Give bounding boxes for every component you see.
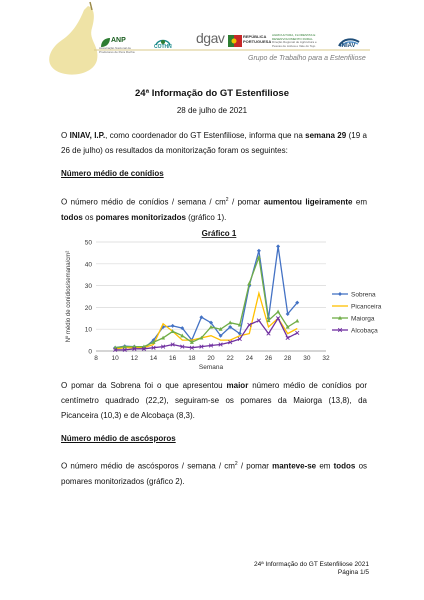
- y-tick-label: 10: [84, 326, 92, 334]
- y-tick-label: 30: [84, 283, 92, 291]
- flag-icon: [228, 35, 242, 47]
- section-heading-conidios: Número médio de conídios: [61, 169, 164, 178]
- drap-logo: [272, 34, 327, 48]
- pear-logo-icon: [49, 6, 97, 75]
- drap-ministry-text: AGRICULTURA, FLORESTAS E DESENVOLVIMENTO RURAL: [272, 33, 316, 41]
- anp-logo: [99, 36, 135, 54]
- x-tick-label: 28: [284, 355, 292, 362]
- data-point: [276, 310, 280, 314]
- cothn-logo: [154, 34, 172, 52]
- x-tick-label: 32: [322, 355, 330, 362]
- intro-paragraph: O INIAV, I.P., como coordenador do GT Estenfiliose, informa que na semana 29 (19 a 26 de julho) os resultados da monitorização foram os seguintes:: [61, 131, 367, 155]
- cothn-logo-text: COTHN: [154, 44, 172, 50]
- y-tick-label: 40: [84, 261, 92, 269]
- x-tick-label: 20: [207, 355, 215, 362]
- data-point: [295, 319, 299, 323]
- dgav-logo-text: dgav: [196, 30, 225, 46]
- ascosporos-paragraph: O número médio de ascósporos / semana / $cm^2$ / pomar manteve-se em todos os pomares monitorizados (gráfico 2).: [61, 461, 368, 486]
- section-heading-ascosporos: Número médio de ascósporos: [61, 434, 176, 443]
- x-tick-label: 8: [94, 355, 98, 362]
- y-tick-label: 0: [88, 348, 92, 356]
- y-axis-label: Nº médio de conídios/semana/cm²: [66, 250, 72, 343]
- data-point: [267, 332, 271, 336]
- anp-logo-caption: Associação Nacional de Produtores de Pera Rocha: [99, 46, 135, 54]
- legend-label: Picanceira: [351, 303, 382, 311]
- legend-label: Alcobaça: [351, 327, 378, 335]
- x-axis-label: Semana: [198, 364, 224, 371]
- x-tick-label: 18: [188, 355, 196, 362]
- x-tick-label: 16: [169, 355, 177, 362]
- iniav-logo: [338, 34, 360, 52]
- series-line-picanceira: [115, 293, 297, 349]
- x-tick-label: 26: [264, 355, 273, 362]
- republica-logo-text: REPÚBLICA PORTUGUESA: [243, 34, 272, 44]
- republica-logo: [228, 34, 272, 52]
- chart-title: Gráfico 1: [201, 229, 237, 238]
- series-line-alcobaça: [115, 318, 297, 350]
- x-tick-label: 30: [303, 355, 311, 362]
- x-tick-label: 12: [130, 355, 138, 362]
- anp-logo-text: ANP: [111, 37, 126, 44]
- page-footer: [254, 561, 369, 577]
- data-point: [276, 244, 280, 248]
- y-tick-label: 20: [84, 304, 92, 312]
- legend-label: Maiorga: [351, 315, 375, 323]
- data-point: [171, 324, 175, 328]
- page-header: [0, 0, 424, 80]
- x-tick-label: 24: [245, 355, 253, 362]
- drap-text: Direção Regional de Agricultura e Pescas de Lisboa e Vale do Tejo: [272, 40, 317, 48]
- legend-marker: [338, 292, 342, 296]
- conidios-line-chart: [58, 228, 382, 378]
- x-tick-label: 22: [226, 355, 234, 362]
- document-title: 24ª Informação do GT Estenfiliose: [135, 88, 289, 99]
- pomar-ranking-paragraph: O pomar da Sobrena foi o que apresentou maior número médio de conídios por centímetro quadrado (22,2), seguiram-se os pomares da Maiorga (13,8), da Picanceira (10,3) e de Alcobaça (8,3).: [61, 381, 367, 420]
- x-tick-label: 10: [111, 355, 119, 362]
- iniav-logo-text: INIAV: [340, 43, 356, 49]
- page-number: Página 1/5: [337, 569, 369, 576]
- x-tick-label: 14: [149, 355, 158, 362]
- document-date: 28 de julho de 2021: [176, 106, 248, 115]
- footer-title: 24ª Informação do GT Estenfiliose 2021: [253, 561, 369, 568]
- conidios-paragraph: O número médio de conídios / semana / $cm^2$ / pomar aumentou ligeiramente em todos os pomares monitorizados (gráfico 1).: [61, 197, 367, 222]
- data-point: [257, 249, 261, 253]
- y-tick-label: 50: [84, 239, 92, 247]
- header-subtitle: Grupo de Trabalho para a Estenfiliose: [248, 55, 366, 62]
- legend-label: Sobrena: [351, 291, 376, 299]
